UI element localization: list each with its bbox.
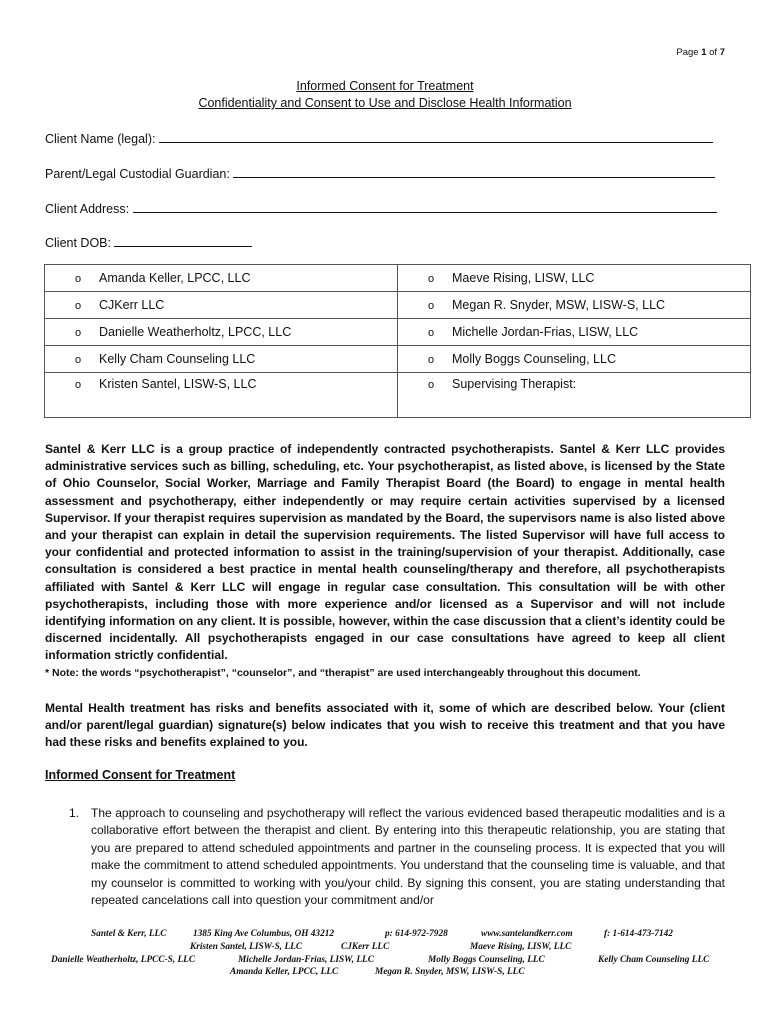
risks-paragraph: Mental Health treatment has risks and benefits associated with it, some of which are described below. Your (client and/or parent/legal guardian) signature(s) below indicates that you wish to receive this treatment and that you have had these risks and benefits explained to you. (45, 701, 725, 750)
guardian-field[interactable]: Parent/Legal Custodial Guardian: (45, 165, 715, 181)
checkbox-circle-icon[interactable]: o (428, 327, 435, 339)
intro-paragraph: Santel & Kerr LLC is a group practice of independently contracted psychotherapists. Santel & Kerr LLC provides administrative services such as billing, scheduling, etc. Your psychotherapist, as listed above, is licensed by the State of Ohio Counselor, Social Worker, Marriage and Family Therapist Board (the Board) to engage in mental health assessment and psychotherapy, either independently or may require certain activities supervised by a licensed Supervisor. If your therapist requires supervision as mandated by the Board, the supervisors name is also listed above and your therapist can explain in detail the supervision requirements. The listed Supervisor will have full access to your confidential and protected information to assist in the training/supervision of your therapist. Additionally, case consultation is considered a best practice in mental health counseling/therapy and therefore, all psychotherapists affiliated with Santel & Kerr LLC will engage in regular case consultation. This consultation will be with other psychotherapists, including those with more experience and/or licensed as a Supervisor and will not include identifying information on any client. It is possible, however, within the case discussion that a client’s identity could be discerned incidentally. All psychotherapists engaged in our case consultations have agreed to keep all client information strictly confidential. (45, 442, 725, 663)
client-address-field[interactable]: Client Address: (45, 200, 717, 216)
table-row (45, 292, 751, 319)
checkbox-circle-icon[interactable]: o (428, 354, 435, 366)
checkbox-circle-icon[interactable]: o (75, 273, 82, 285)
list-item-number: 1. (69, 806, 80, 820)
footer-name: Molly Boggs Counseling, LLC (428, 955, 545, 965)
checkbox-circle-icon[interactable]: o (75, 327, 82, 339)
list-item (69, 805, 725, 909)
footer-name: Danielle Weatherholtz, LPCC-S, LLC (51, 955, 196, 965)
clinician-option[interactable]: o Amanda Keller, LPCC, LLC (45, 265, 398, 292)
page-number: Page 1 of 7 (676, 47, 725, 58)
footer-address: 1385 King Ave Columbus, OH 43212 (193, 929, 335, 939)
client-name-line[interactable] (159, 130, 713, 143)
table-row (45, 319, 751, 346)
footer-name: Kristen Santel, LISW-S, LLC (190, 942, 303, 952)
footer-name: CJKerr LLC (341, 942, 390, 952)
client-name-field[interactable]: Client Name (legal): (45, 130, 713, 146)
footer-name: Amanda Keller, LPCC, LLC (230, 967, 339, 977)
clinician-table (44, 264, 751, 418)
guardian-line[interactable] (233, 165, 715, 178)
terminology-note: * Note: the words “psychotherapist”, “counselor”, and “therapist” are used interchangeably throughout this document. (45, 667, 641, 679)
checkbox-circle-icon[interactable]: o (428, 300, 435, 312)
clinician-option[interactable]: o Molly Boggs Counseling, LLC (398, 346, 751, 373)
clinician-option[interactable]: o Megan R. Snyder, MSW, LISW-S, LLC (398, 292, 751, 319)
title-line-2: Confidentiality and Consent to Use and Disclose Health Information (198, 96, 572, 110)
table-row (45, 265, 751, 292)
table-row (45, 346, 751, 373)
footer-website: www.santelandkerr.com (481, 929, 573, 939)
document-title (0, 78, 770, 112)
footer-company: Santel & Kerr, LLC (91, 929, 167, 939)
table-row (45, 373, 751, 418)
clinician-option[interactable]: o CJKerr LLC (45, 292, 398, 319)
section-heading: Informed Consent for Treatment (45, 768, 236, 782)
checkbox-circle-icon[interactable]: o (75, 379, 82, 391)
clinician-option[interactable]: o Maeve Rising, LISW, LLC (398, 265, 751, 292)
footer-name: Michelle Jordan-Frias, LISW, LLC (238, 955, 374, 965)
footer-name: Megan R. Snyder, MSW, LISW-S, LLC (375, 967, 525, 977)
footer-phone: p: 614-972-7928 (385, 929, 448, 939)
footer-fax: f: 1-614-473-7142 (604, 929, 673, 939)
clinician-option[interactable]: o Kelly Cham Counseling LLC (45, 346, 398, 373)
footer-name: Kelly Cham Counseling LLC (598, 955, 710, 965)
checkbox-circle-icon[interactable]: o (75, 300, 82, 312)
client-address-line[interactable] (133, 200, 717, 213)
checkbox-circle-icon[interactable]: o (428, 273, 435, 285)
supervising-therapist-option[interactable]: o Supervising Therapist: (398, 373, 751, 418)
client-dob-field[interactable]: Client DOB: (45, 234, 252, 250)
footer-name: Maeve Rising, LISW, LLC (470, 942, 572, 952)
clinician-option[interactable]: o Michelle Jordan-Frias, LISW, LLC (398, 319, 751, 346)
clinician-option[interactable]: o Kristen Santel, LISW-S, LLC (45, 373, 398, 418)
client-dob-line[interactable] (114, 234, 252, 247)
checkbox-circle-icon[interactable]: o (75, 354, 82, 366)
title-line-1: Informed Consent for Treatment (296, 79, 474, 93)
clinician-option[interactable]: o Danielle Weatherholtz, LPCC, LLC (45, 319, 398, 346)
list-item-text: The approach to counseling and psychotherapy will reflect the various evidenced based therapeutic modalities and is a collaborative effort between the therapist and client. By entering into this therapeutic relationship, you are stating that you are prepared to attend scheduled appointments and partner in the counseling process. It is expected that you will make the commitment to attend scheduled appointments. You understand that the counseling time is valuable, and that my counselor is committed to working with you/your child. By signing this consent, you are stating understanding that repeated cancelations call into question your commitment and/or (91, 806, 725, 908)
checkbox-circle-icon[interactable]: o (428, 379, 435, 391)
